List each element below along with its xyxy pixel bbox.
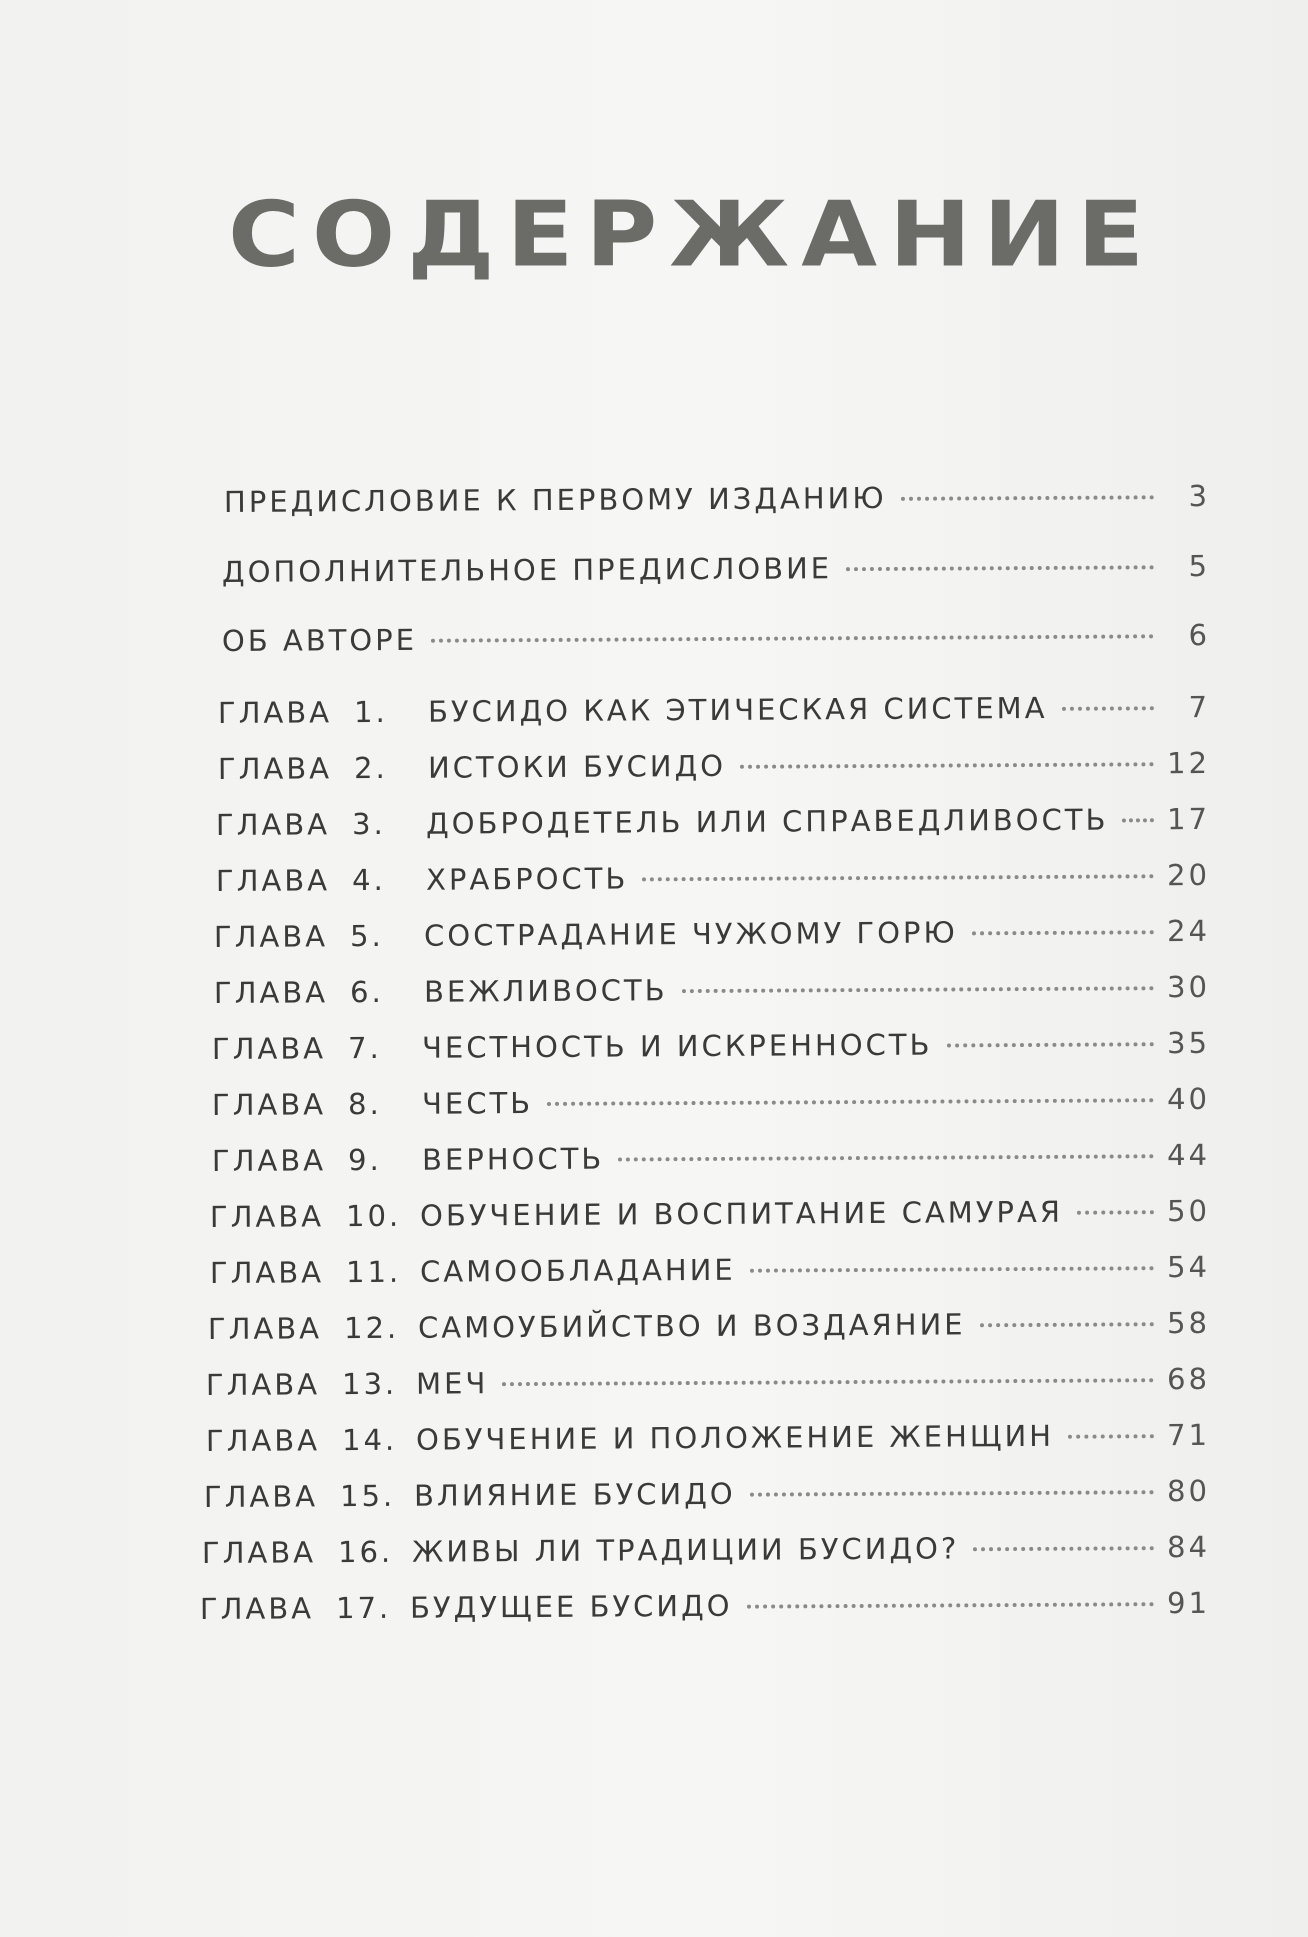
toc-entry-text: БУДУЩЕЕ БУСИДО: [409, 1588, 733, 1625]
dot-leader: [750, 1266, 1154, 1272]
page-number: 5: [1188, 548, 1211, 584]
toc-entry-text: ВЛИЯНИЕ БУСИДО: [413, 1476, 736, 1513]
toc-entry: [206, 1362, 1210, 1408]
page-number: 84: [1166, 1529, 1211, 1565]
toc-entry-text: СОСТРАДАНИЕ ЧУЖОМУ ГОРЮ: [423, 915, 958, 953]
toc-entry-title: [208, 1307, 966, 1346]
chapter-label: ГЛАВА: [211, 1087, 327, 1122]
chapter-label: ГЛАВА: [201, 1535, 317, 1570]
chapter-number: 5.: [349, 918, 384, 954]
toc-entry: [216, 802, 1210, 848]
dot-leader: [618, 1154, 1154, 1161]
toc-entry-text: ХРАБРОСТЬ: [425, 861, 629, 897]
page-number: 7: [1188, 689, 1211, 725]
chapter-label: ГЛАВА: [211, 1143, 327, 1178]
toc-entry: [216, 858, 1210, 904]
toc-entry-title: [218, 749, 726, 786]
chapter-label: ГЛАВА: [215, 807, 331, 842]
toc-entry-title: [206, 1366, 489, 1402]
toc-entry: [222, 549, 1210, 595]
toc-entry: [212, 1082, 1210, 1128]
dot-leader: [750, 1490, 1154, 1496]
page-number: 50: [1166, 1193, 1211, 1229]
toc-entry-title: [202, 1531, 960, 1570]
toc-entry-title: [224, 481, 887, 519]
chapter-number: 14.: [341, 1422, 398, 1458]
toc-entry-title: [212, 1086, 533, 1122]
chapter-number: 8.: [347, 1086, 382, 1122]
chapter-number: 11.: [345, 1254, 402, 1290]
toc-entry-title: [214, 915, 958, 954]
chapter-number: 6.: [349, 974, 384, 1010]
page-number: 91: [1166, 1585, 1211, 1621]
toc-entry-text: ДОПОЛНИТЕЛЬНОЕ ПРЕДИСЛОВИЕ: [221, 551, 833, 589]
toc-entry-text: ОБУЧЕНИЕ И ПОЛОЖЕНИЕ ЖЕНЩИН: [415, 1418, 1055, 1457]
chapter-label: ГЛАВА: [205, 1367, 321, 1402]
toc-entry-title: [210, 1253, 736, 1290]
chapter-number: 17.: [335, 1590, 392, 1626]
toc-entry: [218, 746, 1210, 792]
page-number: 24: [1166, 913, 1211, 949]
toc-entry: [218, 690, 1210, 736]
page-number: 44: [1166, 1137, 1211, 1173]
dot-leader: [901, 495, 1154, 501]
page-number: 12: [1166, 745, 1211, 781]
toc-entry-text: ЖИВЫ ЛИ ТРАДИЦИИ БУСИДО?: [411, 1531, 960, 1569]
toc-entry-text: БУСИДО КАК ЭТИЧЕСКАЯ СИСТЕМА: [427, 690, 1048, 729]
toc-entry-text: ВЕЖЛИВОСТЬ: [423, 973, 668, 1009]
chapter-number: 15.: [339, 1478, 396, 1514]
toc-entry: [212, 1138, 1210, 1184]
toc-entry-text: САМОУБИЙСТВО И ВОЗДАЯНИЕ: [417, 1307, 966, 1345]
chapter-number: 13.: [341, 1366, 398, 1402]
page-title: СОДЕРЖАНИЕ: [228, 182, 1157, 288]
dot-leader: [1077, 1210, 1154, 1214]
dot-leader: [972, 930, 1154, 935]
toc-entry: [206, 1418, 1210, 1464]
dot-leader: [431, 634, 1154, 642]
dot-leader: [980, 1322, 1154, 1327]
toc-entry: [200, 1586, 1210, 1632]
toc-entry-title: [222, 551, 832, 589]
dot-leader: [747, 1602, 1154, 1608]
toc-entry: [224, 479, 1210, 525]
page-number: 35: [1166, 1025, 1211, 1061]
toc-entry-text: МЕЧ: [415, 1366, 489, 1401]
chapter-number: 4.: [351, 862, 386, 898]
page-number: 68: [1166, 1361, 1211, 1397]
toc-entry: [202, 1530, 1210, 1576]
toc-entry-text: ЧЕСТНОСТЬ И ИСКРЕННОСТЬ: [421, 1027, 933, 1065]
chapter-number: 7.: [347, 1030, 382, 1066]
chapter-label: ГЛАВА: [213, 975, 329, 1010]
page-number: 71: [1166, 1417, 1211, 1453]
toc-entry: [214, 970, 1210, 1016]
dot-leader: [1068, 1434, 1154, 1439]
toc-entry-text: ДОБРОДЕТЕЛЬ ИЛИ СПРАВЕДЛИВОСТЬ: [425, 802, 1109, 841]
toc-entry-title: [212, 1028, 933, 1066]
toc-entry: [210, 1194, 1210, 1240]
dot-leader: [682, 986, 1154, 993]
chapter-label: ГЛАВА: [215, 863, 331, 898]
toc-entry-text: ИСТОКИ БУСИДО: [427, 748, 727, 785]
dot-leader: [1061, 706, 1153, 711]
page-number: 80: [1166, 1473, 1211, 1509]
toc-entry-title: [212, 1142, 604, 1178]
toc-entry-text: ПРЕДИСЛОВИЕ К ПЕРВОМУ ИЗДАНИЮ: [223, 480, 887, 519]
chapter-label: ГЛАВА: [209, 1199, 325, 1234]
chapter-label: ГЛАВА: [203, 1479, 319, 1514]
page-number: 30: [1166, 969, 1211, 1005]
toc-entry-text: ВЕРНОСТЬ: [421, 1141, 605, 1177]
page-number: 3: [1188, 478, 1211, 514]
chapter-label: ГЛАВА: [217, 751, 333, 786]
toc-entry-title: [216, 861, 629, 898]
dot-leader: [846, 565, 1154, 571]
toc-entry: [222, 618, 1210, 664]
dot-leader: [740, 762, 1154, 769]
page-number: 40: [1166, 1081, 1211, 1117]
chapter-label: ГЛАВА: [207, 1311, 323, 1346]
chapter-number: 3.: [351, 806, 386, 842]
chapter-label: ГЛАВА: [205, 1423, 321, 1458]
chapter-number: 9.: [347, 1142, 382, 1178]
toc-entry-text: САМООБЛАДАНИЕ: [419, 1252, 736, 1289]
toc-entry-title: [210, 1195, 1063, 1234]
toc-entry-text: ОБУЧЕНИЕ И ВОСПИТАНИЕ САМУРАЯ: [419, 1194, 1064, 1233]
dot-leader: [946, 1042, 1154, 1047]
toc-entry: [208, 1306, 1210, 1352]
toc-entry-title: [206, 1419, 1054, 1458]
toc-entry-title: [216, 803, 1109, 842]
dot-leader: [1122, 818, 1154, 822]
dot-leader: [502, 1378, 1154, 1386]
page-number: 20: [1166, 857, 1211, 893]
chapter-number: 2.: [353, 750, 388, 786]
chapter-number: 16.: [337, 1534, 394, 1570]
toc-entry-title: [214, 973, 668, 1010]
dot-leader: [642, 874, 1154, 881]
dot-leader: [973, 1546, 1154, 1551]
chapter-number: 12.: [343, 1310, 400, 1346]
dot-leader: [547, 1098, 1154, 1106]
toc-entry-title: [218, 691, 1048, 730]
chapter-number: 10.: [345, 1198, 402, 1234]
chapter-label: ГЛАВА: [209, 1255, 325, 1290]
chapter-label: ГЛАВА: [217, 695, 333, 730]
chapter-label: ГЛАВА: [211, 1031, 327, 1066]
toc-entry: [210, 1250, 1210, 1296]
page-number: 6: [1188, 617, 1211, 653]
toc-entry-title: [222, 623, 417, 658]
toc-entry: [212, 1026, 1210, 1072]
page-number: 54: [1166, 1249, 1211, 1285]
toc-entry-title: [204, 1477, 736, 1514]
chapter-label: ГЛАВА: [213, 919, 329, 954]
toc-entry-title: [200, 1589, 733, 1626]
chapter-number: 1.: [353, 694, 388, 730]
chapter-label: ГЛАВА: [199, 1591, 315, 1626]
toc-entry: [214, 914, 1210, 960]
toc-entry-text: ОБ АВТОРЕ: [221, 622, 418, 658]
toc-entry-text: ЧЕСТЬ: [421, 1086, 534, 1121]
page-number: 17: [1166, 801, 1211, 837]
toc-entry: [204, 1474, 1210, 1520]
page-number: 58: [1166, 1305, 1211, 1341]
